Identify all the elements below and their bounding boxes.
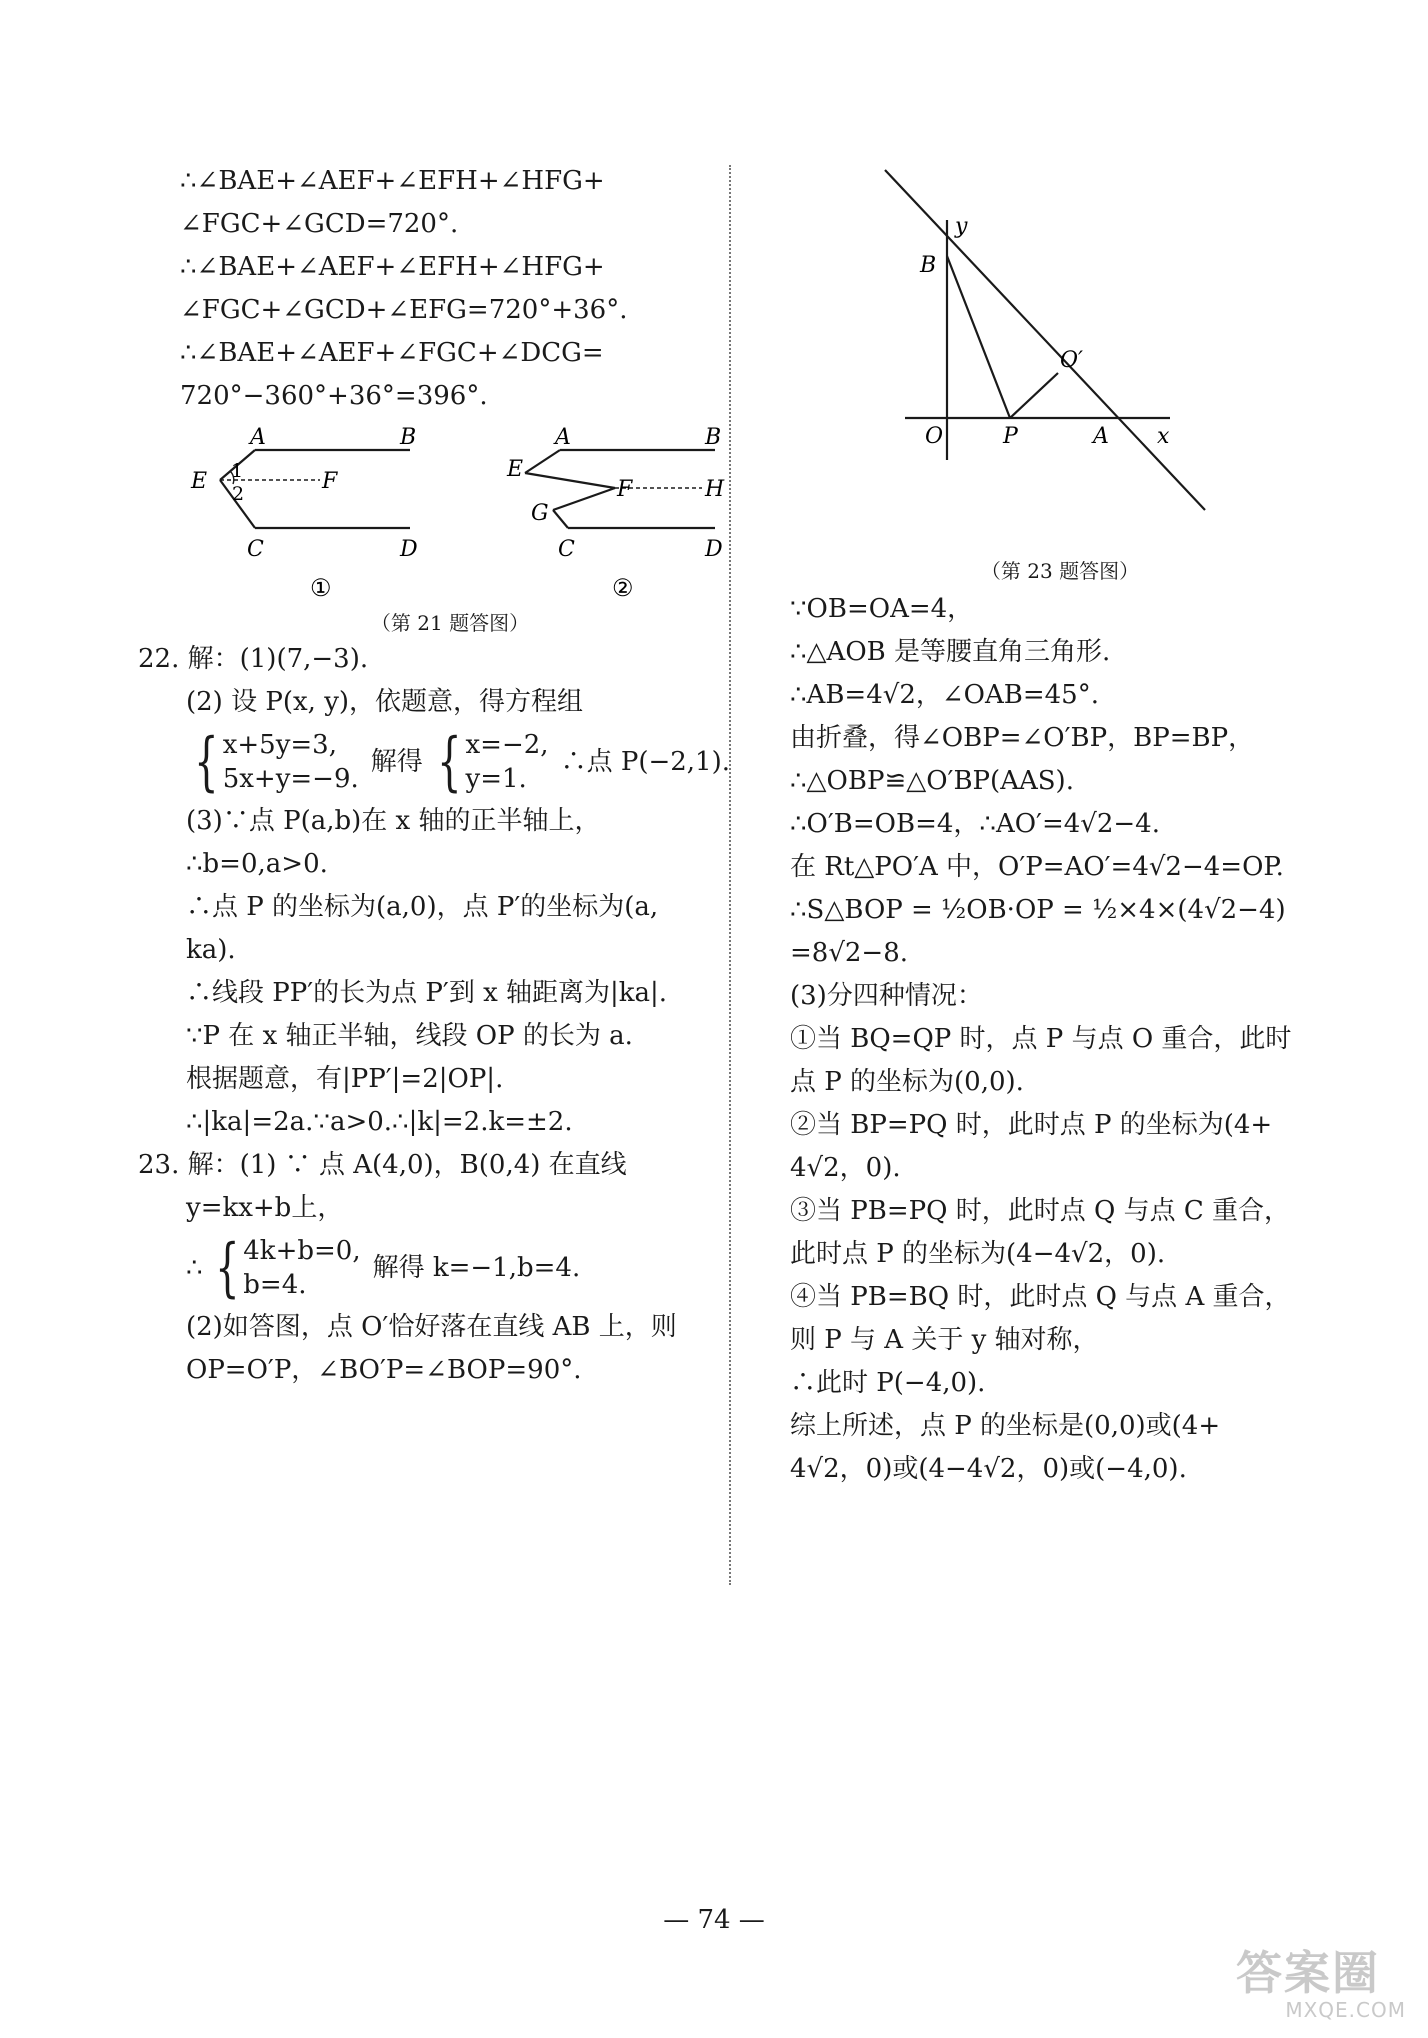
fig21-label-E: E [191,469,208,494]
q22-line: ka). [186,935,236,965]
q23-right-line: 在 Rt△PO′A 中，O′P=AO′=4√2−4=OP. [790,852,1284,882]
fig21b-label-G: G [531,501,549,526]
q23-eq1: 4k+b=0, [243,1236,361,1266]
watermark-main: 答案圈 [1236,1946,1380,2000]
fig21-angle-1: 1 [231,460,244,482]
q21-line: ∠FGC+∠GCD=720°. [180,209,459,239]
figure-21 [180,418,740,608]
left-brace: { [194,725,219,799]
q22-r1: x=−2, [465,730,549,760]
q22-line: (3)∵点 P(a,b)在 x 轴的正半轴上， [186,806,601,836]
q23-line: (2)如答图，点 O′恰好落在直线 AB 上，则 [186,1312,677,1342]
fig21b-label-E: E [507,457,524,482]
q23-right-line: ②当 BP=PQ 时，此时点 P 的坐标为(4+ [790,1110,1273,1140]
q22-line: ∴b=0,a>0. [186,849,328,879]
fig21-angle-2: 2 [232,483,245,505]
q23-right-line: 4√2，0)或(4−4√2，0)或(−4,0). [790,1454,1187,1484]
fig23-label-P: P [1003,424,1018,449]
q23-right-line: 综上所述，点 P 的坐标是(0,0)或(4+ [790,1411,1221,1441]
left-brace: { [214,1231,240,1305]
fig23-label-A: A [1093,424,1109,449]
q23-eq2: b=4. [243,1270,307,1300]
q21-line: ∠FGC+∠GCD+∠EFG=720°+36°. [180,295,628,325]
q23-right-line: ∴O′B=OB=4，∴AO′=4√2−4. [790,809,1160,839]
figure-23-lines [885,170,1205,510]
fig21-label-A: A [250,425,266,450]
q23-line: OP=O′P，∠BO′P=∠BOP=90°. [186,1355,582,1385]
q21-line: 720°−360°+36°=396°. [180,381,488,411]
q22-line: 根据题意，有|PP′|=2|OP|. [186,1064,504,1094]
q23-right-line: =8√2−8. [790,938,909,968]
q23-right-line: ∴△OBP≌△O′BP(AAS). [790,766,1074,796]
fig21b-label-A: A [555,425,571,450]
q23-right-line: 此时点 P 的坐标为(4−4√2，0). [790,1239,1166,1269]
fig21-marker-1: ① [310,574,332,602]
q23-right-line: ①当 BQ=QP 时，点 P 与点 O 重合，此时 [790,1024,1292,1054]
q23-right-line: ④当 PB=BQ 时，此时点 Q 与点 A 重合， [790,1282,1291,1312]
figure-23 [790,160,1330,560]
q23-therefore: ∴ [186,1253,203,1283]
q22-line: (2) 设 P(x, y)，依题意，得方程组 [186,687,584,717]
fig23-label-y: y [955,214,968,239]
q23-right-line: ③当 PB=PQ 时，此时点 Q 与点 C 重合， [790,1196,1290,1226]
q22-equation-system [180,725,731,799]
page-number: — 74 — [663,1905,765,1935]
figure-21-part-1 [220,450,410,528]
q23-right-line: (3)分四种情况： [790,981,983,1011]
watermark-logo [1236,1948,1406,2026]
fig21b-label-F: F [617,477,633,502]
q23-right-line: ∴此时 P(−4,0). [790,1368,986,1398]
q22-line: ∴点 P 的坐标为(a,0)，点 P′的坐标为(a, [186,892,659,922]
q22-solve-label: 解得 [370,747,423,777]
fig21-label-D: D [400,537,418,562]
q23-right-line: ∴△AOB 是等腰直角三角形. [790,637,1111,667]
q22-line: ∴线段 PP′的长为点 P′到 x 轴距离为|ka|. [186,978,668,1008]
fig23-label-O: O [925,424,944,449]
fig21b-label-C: C [558,537,575,562]
q23-right-line: ∴AB=4√2，∠OAB=45°. [790,680,1099,710]
q23-right-line: 点 P 的坐标为(0,0). [790,1067,1024,1097]
fig23-caption: （第 23 题答图） [980,559,1140,583]
column-divider [729,165,731,1585]
fig21-marker-2: ② [612,574,634,602]
q23-heading: 23. 解：(1) ∵ 点 A(4,0)，B(0,4) 在直线 [138,1150,627,1180]
right-column [790,160,1330,1491]
q22-heading: 22. 解：(1)(7,−3). [138,644,369,674]
q23-right-line: 4√2，0). [790,1153,901,1183]
q22-result: ∴点 P(−2,1). [560,747,731,777]
fig21-label-C: C [247,537,264,562]
fig21-label-F: F [322,469,338,494]
q23-right-line: ∵OB=OA=4， [790,594,974,624]
q21-line: ∴∠BAE+∠AEF+∠FGC+∠DCG= [180,338,604,368]
q21-line: ∴∠BAE+∠AEF+∠EFH+∠HFG+ [180,252,605,282]
fig21-caption: （第 21 题答图） [370,611,530,635]
watermark-url: MXQE.COM [1285,1998,1406,2022]
q22-eq2: 5x+y=−9. [222,764,359,794]
q21-line: ∴∠BAE+∠AEF+∠EFH+∠HFG+ [180,166,605,196]
fig21b-label-D: D [705,537,723,562]
fig23-label-B: B [920,253,937,278]
left-brace: { [436,725,462,799]
q23-line: y=kx+b上， [186,1193,344,1223]
left-column [138,160,731,1392]
fig21-label-B: B [400,425,417,450]
fig23-label-O-prime: O′ [1060,348,1084,373]
q22-r2: y=1. [465,764,527,794]
q22-line: ∵P 在 x 轴正半轴，线段 OP 的长为 a. [186,1021,633,1051]
q23-right-line: ∴S△BOP = ½OB·OP = ½×4×(4√2−4) [790,895,1286,925]
q22-line: ∴|ka|=2a.∵a>0.∴|k|=2.k=±2. [186,1107,573,1137]
q23-right-line: 由折叠，得∠OBP=∠O′BP，BP=BP， [790,723,1255,753]
q22-eq1: x+5y=3, [222,730,337,760]
fig21b-label-H: H [705,477,725,502]
q23-equation-system [180,1231,720,1305]
q23-right-line: 则 P 与 A 关于 y 轴对称， [790,1325,1099,1355]
fig21b-label-B: B [705,425,722,450]
fig23-label-x: x [1157,424,1170,449]
q23-result: 解得 k=−1,b=4. [372,1253,581,1283]
